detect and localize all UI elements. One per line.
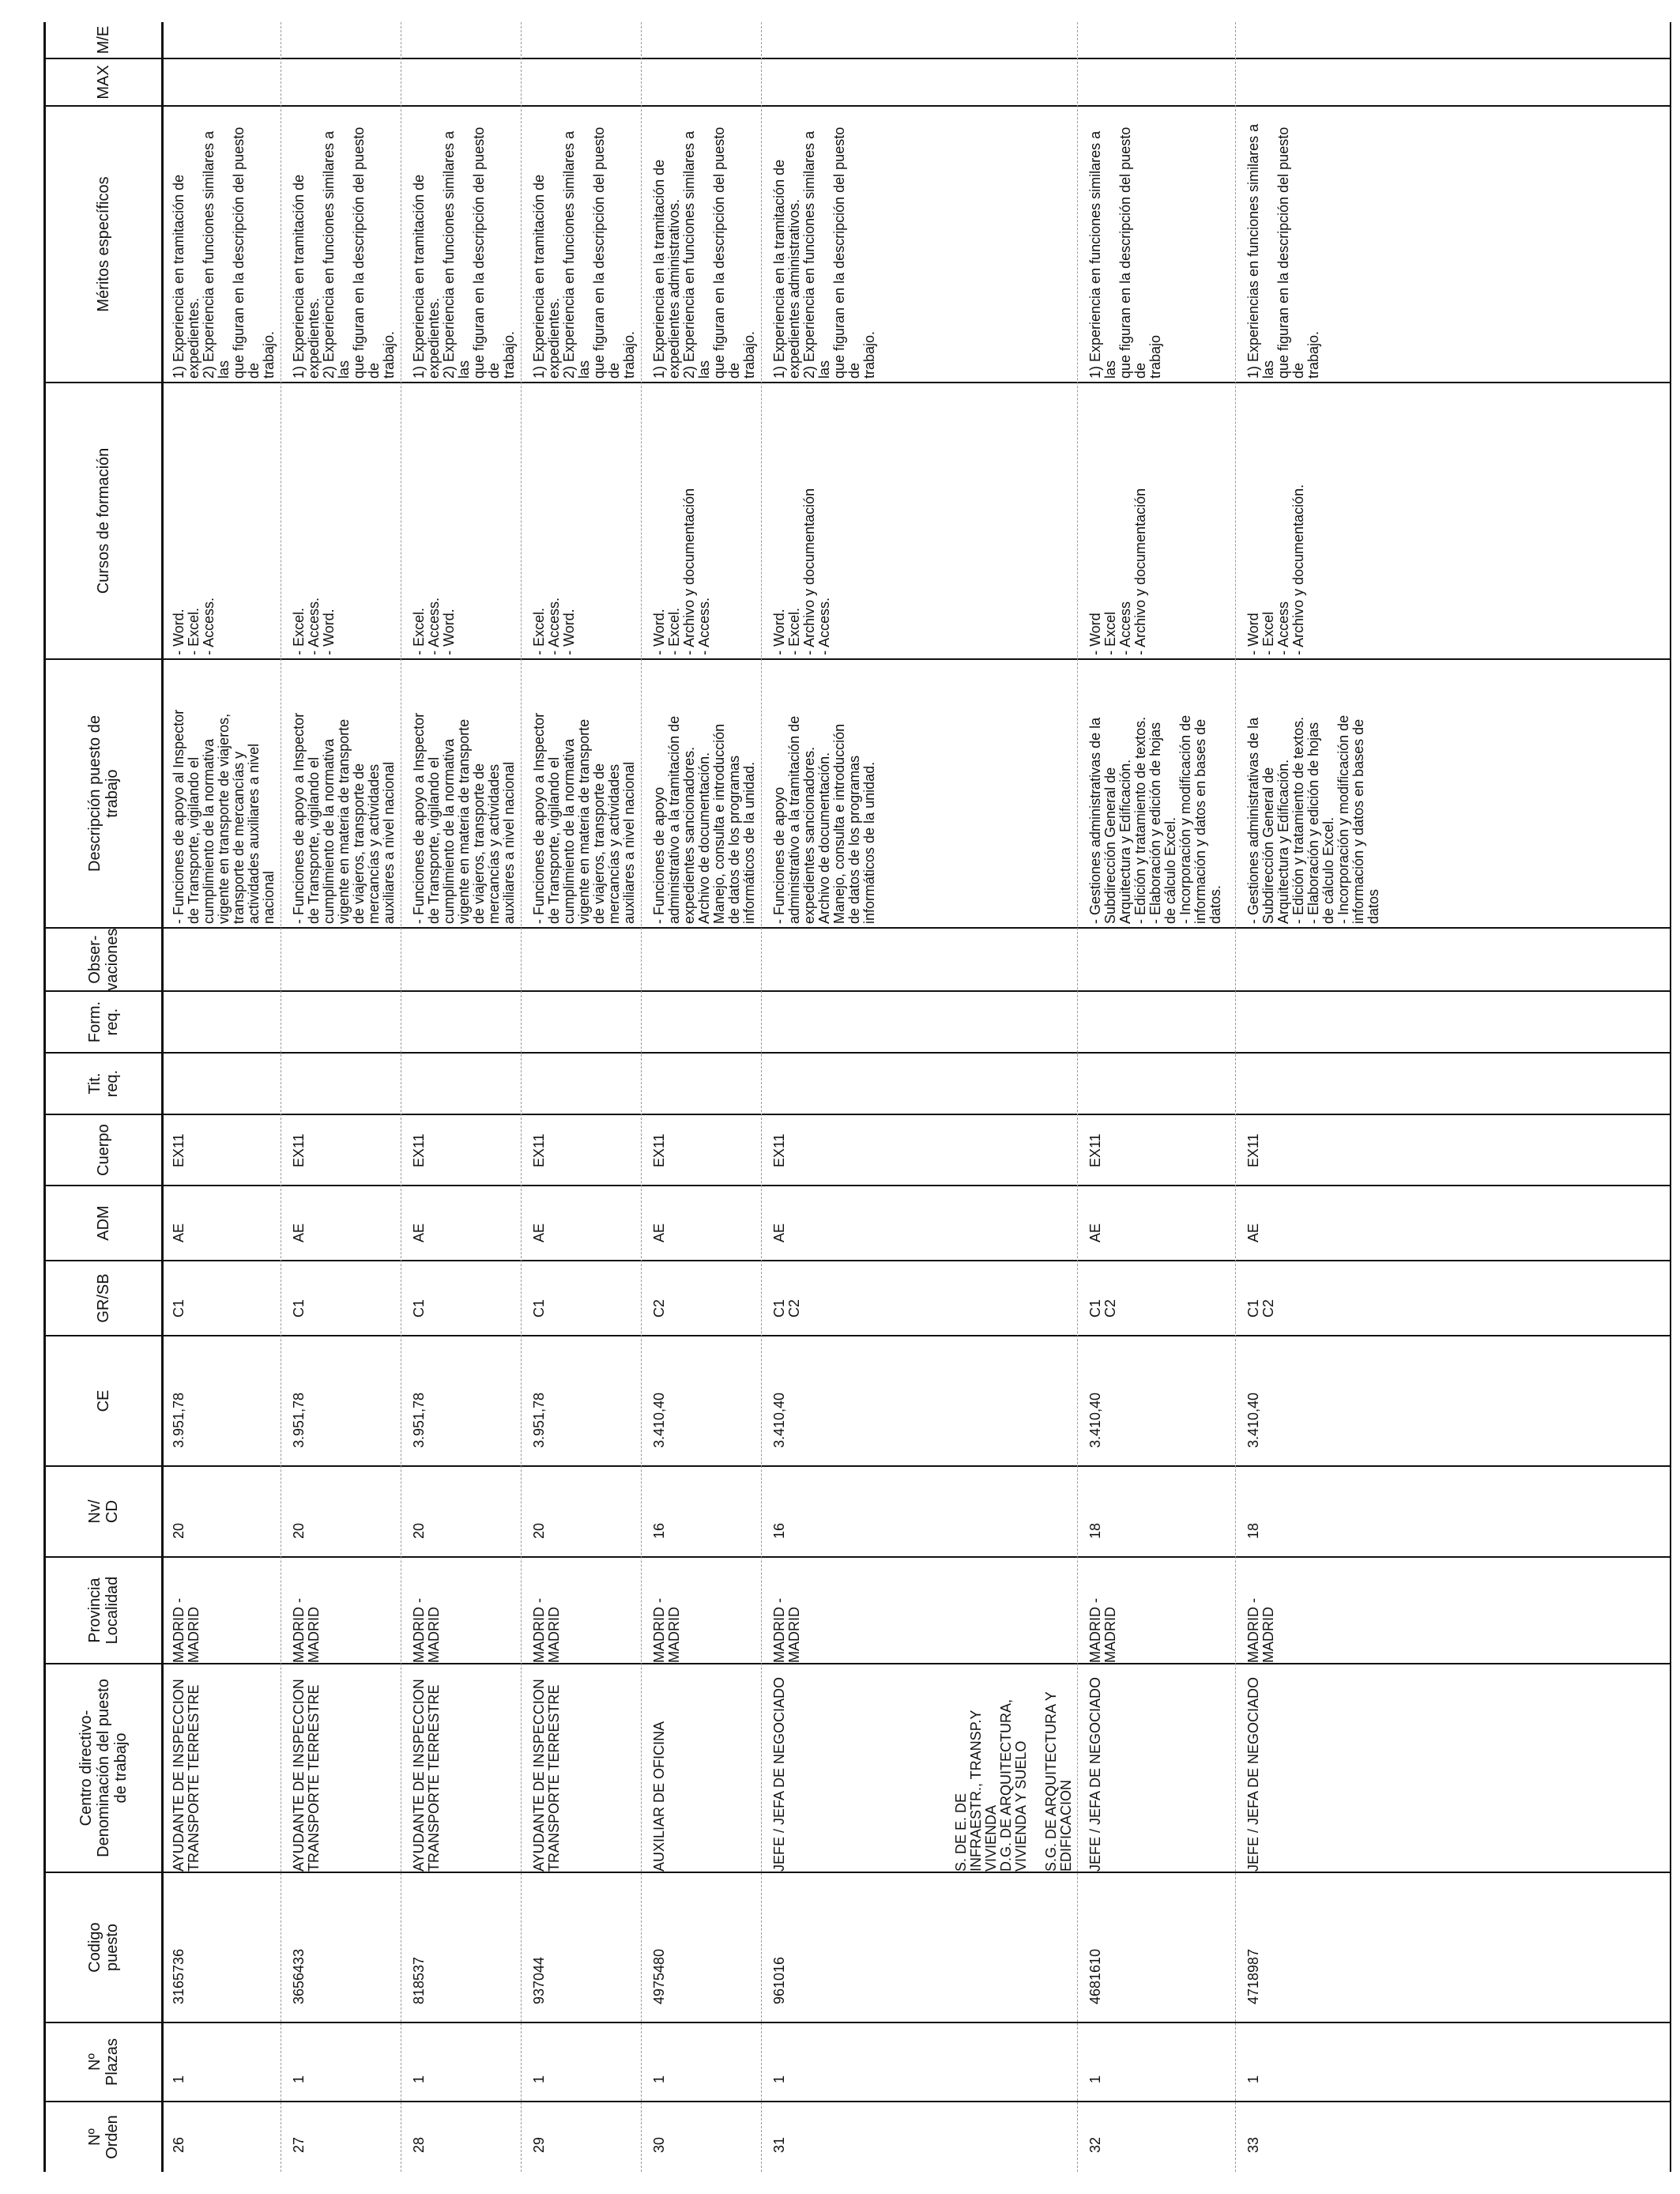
- cell-nivel: 18: [1087, 1522, 1103, 1539]
- table-body: [164, 22, 1671, 2172]
- cell-ce: 3.951,78: [291, 1392, 307, 1448]
- cell-cursos: - Excel. - Access. - Word.: [291, 597, 337, 655]
- cell-grupo: C1: [171, 1299, 186, 1318]
- cell-plazas: 1: [171, 2075, 186, 2083]
- cell-nivel: 18: [1245, 1522, 1261, 1539]
- header-grupo: GR/SB: [46, 1261, 161, 1336]
- cell-codigo: 961016: [771, 1956, 787, 2004]
- table-row: [764, 22, 884, 2172]
- table-row: [1080, 22, 1223, 2172]
- cell-cuerpo: EX11: [651, 1133, 667, 1167]
- cell-codigo: 4681610: [1087, 1948, 1103, 2004]
- cell-cuerpo: EX11: [771, 1133, 787, 1167]
- header-cursos: Cursos de formación: [46, 383, 161, 660]
- cell-meritos: 1) Experiencias en funciones similares a las que figuran en la descripción del puesto de trabajo.: [1245, 123, 1321, 379]
- cell-centro: AYUDANTE DE INSPECCION TRANSPORTE TERRESTRE: [171, 1679, 202, 1872]
- cell-adm: AE: [531, 1223, 547, 1242]
- cell-grupo: C1 C2: [1245, 1299, 1276, 1318]
- cell-provincia: MADRID - MADRID: [531, 1598, 562, 1663]
- cell-orden: 30: [651, 2136, 667, 2153]
- cell-centro: JEFE / JEFA DE NEGOCIADO: [1245, 1676, 1261, 1872]
- cell-orden: 28: [411, 2136, 427, 2153]
- cell-provincia: MADRID - MADRID: [171, 1598, 202, 1663]
- cell-centro: AYUDANTE DE INSPECCION TRANSPORTE TERRESTRE: [531, 1679, 562, 1872]
- cell-meritos: 1) Experiencia en tramitación de expedientes. 2) Experiencia en funciones similares a las que figuran en la descripción del puesto de trabajo.: [411, 126, 517, 379]
- cell-descripcion: - Funciones de apoyo administrativo a la tramitación de expedientes sancionadores. Archivo de documentación. Manejo, consulta e introducción de datos de los programas informáticos de la unidad.: [771, 715, 877, 924]
- cell-meritos: 1) Experiencia en tramitación de expedientes. 2) Experiencia en funciones similares a las que figuran en la descripción del puesto de trabajo.: [531, 126, 637, 379]
- table-row: [284, 22, 404, 2172]
- cell-provincia: MADRID - MADRID: [1245, 1598, 1276, 1663]
- cell-nivel: 16: [771, 1522, 787, 1539]
- table-header: [43, 22, 164, 2172]
- header-meritos: Méritos específicos: [46, 107, 161, 383]
- cell-ce: 3.410,40: [771, 1392, 787, 1448]
- cell-plazas: 1: [291, 2075, 307, 2083]
- header-titulacion: Tit. req.: [46, 1054, 161, 1115]
- rotated-table: [43, 22, 1671, 2172]
- cell-provincia: MADRID - MADRID: [651, 1598, 682, 1663]
- cell-adm: AE: [771, 1223, 787, 1242]
- header-cuerpo: Cuerpo: [46, 1115, 161, 1186]
- cell-orden: 31: [771, 2136, 787, 2153]
- cell-centro: AUXILIAR DE OFICINA: [651, 1721, 667, 1872]
- cell-adm: AE: [291, 1223, 307, 1242]
- cell-meritos: 1) Experiencia en la tramitación de expedientes administrativos. 2) Experiencia en funciones similares a las que figuran en la descripción del puesto de trabajo.: [651, 126, 757, 379]
- cell-meritos: 1) Experiencia en tramitación de expedientes. 2) Experiencia en funciones similares a las que figuran en la descripción del puesto de trabajo.: [291, 126, 397, 379]
- header-descripcion: Descripción puesto de trabajo: [46, 660, 161, 929]
- cell-descripcion: - Funciones de apoyo a Inspector de Transporte, vigilando el cumplimiento de la normativa vigente en materia de transporte de viajeros, transporte de mercancías y actividades auxiliares a nivel nacional: [531, 712, 637, 924]
- cell-codigo: 4718987: [1245, 1948, 1261, 2004]
- cell-centro: JEFE / JEFA DE NEGOCIADO: [1087, 1676, 1103, 1872]
- table-row: [1238, 22, 1381, 2172]
- cell-adm: AE: [651, 1223, 667, 1242]
- cell-descripcion: - Funciones de apoyo administrativo a la tramitación de expedientes sancionadores. Archivo de documentación. Manejo, consulta e introducción de datos de los programas informáticos de la unidad.: [651, 715, 757, 924]
- cell-nivel: 20: [411, 1522, 427, 1539]
- cell-codigo: 3165736: [171, 1948, 186, 2004]
- cell-cursos: - Word. - Excel. - Archivo y documentación - Access.: [771, 488, 832, 655]
- cell-adm: AE: [1245, 1223, 1261, 1242]
- cell-plazas: 1: [531, 2075, 547, 2083]
- table-row: [164, 22, 284, 2172]
- cell-descripcion: - Funciones de apoyo a Inspector de Transporte, vigilando el cumplimiento de la normativa vigente en materia de transporte de viajeros, transporte de mercancías y actividades auxiliares a nivel nacional: [291, 712, 397, 924]
- cell-plazas: 1: [1087, 2075, 1103, 2083]
- cell-descripcion: - Funciones de apoyo a Inspector de Transporte, vigilando el cumplimiento de la normativa vigente en materia de transporte de viajeros, transporte de mercancías y actividades auxiliares a nivel nacional: [411, 712, 517, 924]
- table-row: [524, 22, 644, 2172]
- header-orden: Nº Orden: [86, 2115, 121, 2159]
- cell-provincia: MADRID - MADRID: [771, 1598, 802, 1663]
- cell-adm: AE: [1087, 1223, 1103, 1242]
- cell-orden: 26: [171, 2136, 186, 2153]
- cell-centro: AYUDANTE DE INSPECCION TRANSPORTE TERRESTRE: [411, 1679, 442, 1872]
- cell-cuerpo: EX11: [531, 1133, 547, 1167]
- cell-grupo: C1: [291, 1299, 307, 1318]
- cell-ce: 3.951,78: [531, 1392, 547, 1448]
- cell-orden: 32: [1087, 2136, 1103, 2153]
- cell-cuerpo: EX11: [1245, 1133, 1261, 1167]
- header-adm: ADM: [46, 1186, 161, 1261]
- cell-orden: 33: [1245, 2136, 1261, 2153]
- cell-ce: 3.951,78: [411, 1392, 427, 1448]
- cell-plazas: 1: [1245, 2075, 1261, 2083]
- header-plazas: Nº Plazas: [46, 2023, 161, 2102]
- header-provincia: Provincia Localidad: [46, 1558, 161, 1664]
- cell-ce: 3.410,40: [1087, 1392, 1103, 1448]
- cell-codigo: 4975480: [651, 1948, 667, 2004]
- cell-cuerpo: EX11: [411, 1133, 427, 1167]
- cell-orden: 27: [291, 2136, 307, 2153]
- cell-descripcion: - Gestiones administrativas de la Subdirección General de Arquitectura y Edificación. - Edición y tratamiento de textos. - Elaboración y edición de hojas de cálculo Excel. - Incorporación y modificación de información y datos en bases de datos.: [1087, 714, 1223, 924]
- cell-cursos: - Word. - Excel. - Archivo y documentación - Access.: [651, 488, 712, 655]
- cell-meritos: 1) Experiencia en tramitación de expedientes. 2) Experiencia en funciones similares a las que figuran en la descripción del puesto de trabajo.: [171, 126, 277, 379]
- cell-cursos: - Excel. - Access. - Word.: [411, 597, 457, 655]
- cell-codigo: 937044: [531, 1956, 547, 2004]
- cell-nivel: 16: [651, 1522, 667, 1539]
- cell-grupo: C1: [531, 1299, 547, 1318]
- cell-cuerpo: EX11: [291, 1133, 307, 1167]
- cell-provincia: MADRID - MADRID: [291, 1598, 322, 1663]
- cell-codigo: 818537: [411, 1956, 427, 2004]
- cell-adm: AE: [411, 1223, 427, 1242]
- row-divider: [1077, 22, 1078, 2172]
- table-row: [404, 22, 524, 2172]
- cell-grupo: C1: [411, 1299, 427, 1318]
- cell-meritos: 1) Experiencia en funciones similares a las que figuran en la descripción del puesto de trabajo: [1087, 126, 1163, 379]
- cell-orden: 29: [531, 2136, 547, 2153]
- cell-ce: 3.410,40: [1245, 1392, 1261, 1448]
- table-row: [644, 22, 764, 2172]
- cell-cursos: - Word - Excel - Access - Archivo y documentación.: [1245, 484, 1306, 655]
- cell-nivel: 20: [531, 1522, 547, 1539]
- header-nivel: Nv/ CD: [46, 1467, 161, 1558]
- cell-plazas: 1: [651, 2075, 667, 2083]
- header-codigo: Codigo puesto: [46, 1873, 161, 2023]
- header-formacion: Form. req.: [46, 992, 161, 1054]
- header-ce: CE: [46, 1336, 161, 1467]
- header-max: MAX: [46, 59, 161, 107]
- header-me: M/E: [46, 22, 161, 59]
- cell-nivel: 20: [171, 1522, 186, 1539]
- section-label: S. DE E. DE INFRAESTR., TRANSP.Y VIVIENDA D.G. DE ARQUITECTURA, VIVIENDA Y SUELO S.G. DE ARQUITECTURA Y EDIFICACION: [953, 1691, 1074, 1872]
- cell-ce: 3.951,78: [171, 1392, 186, 1448]
- cell-grupo: C2: [651, 1299, 667, 1318]
- cell-adm: AE: [171, 1223, 186, 1242]
- cell-meritos: 1) Experiencia en la tramitación de expedientes administrativos. 2) Experiencia en funciones similares a las que figuran en la descripción del puesto de trabajo.: [771, 126, 877, 379]
- cell-cuerpo: EX11: [1087, 1133, 1103, 1167]
- header-observaciones: Obser- vaciones: [46, 929, 161, 992]
- cell-nivel: 20: [291, 1522, 307, 1539]
- cell-descripcion: - Gestiones administrativas de la Subdirección General de Arquitectura y Edificación. - Edición y tratamiento de textos. - Elaboración y edición de hojas de cálculo Excel. - Incorporación y modificación de información y datos en bases de datos: [1245, 714, 1381, 924]
- cell-centro: AYUDANTE DE INSPECCION TRANSPORTE TERRESTRE: [291, 1679, 322, 1872]
- row-divider: [1235, 22, 1236, 2172]
- cell-plazas: 1: [771, 2075, 787, 2083]
- cell-cursos: - Excel. - Access. - Word.: [531, 597, 577, 655]
- header-centro: Centro directivo- Denominación del puesto de trabajo: [46, 1664, 161, 1873]
- cell-grupo: C1 C2: [771, 1299, 802, 1318]
- table-bottom-border: [1670, 22, 1671, 2172]
- cell-centro: JEFE / JEFA DE NEGOCIADO: [771, 1676, 787, 1872]
- cell-codigo: 3656433: [291, 1948, 307, 2004]
- cell-cursos: - Word - Excel - Access - Archivo y documentación: [1087, 488, 1148, 655]
- cell-ce: 3.410,40: [651, 1392, 667, 1448]
- cell-cuerpo: EX11: [171, 1133, 186, 1167]
- cell-cursos: - Word. - Excel. - Access.: [171, 597, 217, 655]
- cell-provincia: MADRID - MADRID: [411, 1598, 442, 1663]
- cell-grupo: C1 C2: [1087, 1299, 1118, 1318]
- cell-plazas: 1: [411, 2075, 427, 2083]
- cell-descripcion: - Funciones de apoyo al Inspector de Transporte, vigilando el cumplimiento de la normativa vigente en transporte de viajeros, transporte de mercancías y actividades auxiliares a nivel nacional: [171, 709, 277, 924]
- cell-provincia: MADRID - MADRID: [1087, 1598, 1118, 1663]
